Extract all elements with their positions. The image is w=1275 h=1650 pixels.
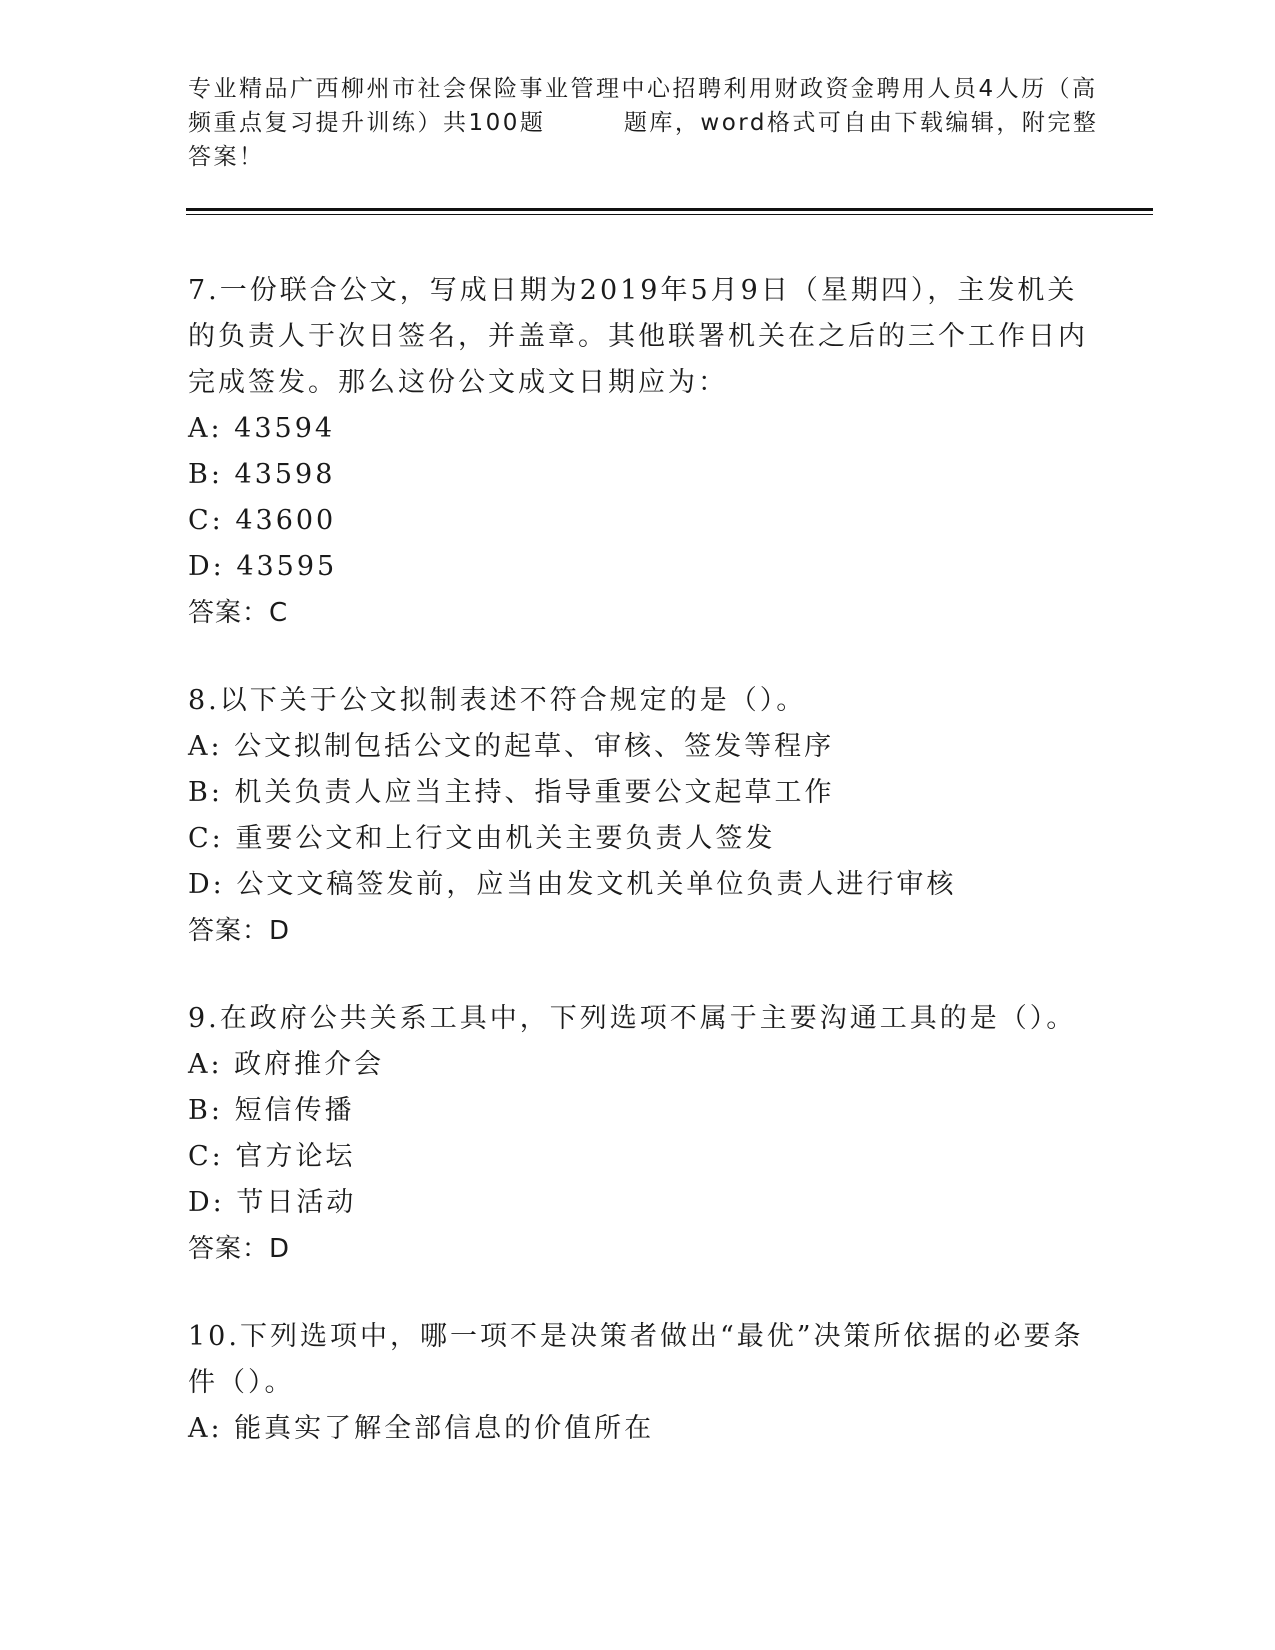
option-c: C: 官方论坛 xyxy=(188,1141,356,1172)
answer-line: 答案：D xyxy=(188,916,291,946)
header-line: 专业精品广西柳州市社会保险事业管理中心招聘利用财政资金聘用人员4人历（高 xyxy=(188,76,1098,102)
header-line: 答案！ xyxy=(188,144,265,170)
option-b: B: 短信传播 xyxy=(188,1095,355,1126)
header-line: 频重点复习提升训练）共100题 题库，word格式可自由下载编辑，附完整 xyxy=(188,110,1099,136)
question-9 xyxy=(188,996,1088,1272)
option-d: D: 节日活动 xyxy=(188,1187,357,1218)
option-d: D: 公文文稿签发前，应当由发文机关单位负责人进行审核 xyxy=(188,869,957,900)
header-divider-thick xyxy=(186,208,1153,211)
option-a: A: 能真实了解全部信息的价值所在 xyxy=(188,1413,655,1444)
option-a: A: 政府推介会 xyxy=(188,1049,385,1080)
option-b: B: 机关负责人应当主持、指导重要公文起草工作 xyxy=(188,777,835,808)
option-a: A: 43594 xyxy=(188,413,336,444)
option-c: C: 重要公文和上行文由机关主要负责人签发 xyxy=(188,823,776,854)
question-stem: 8.以下关于公文拟制表述不符合规定的是（）。 xyxy=(188,685,807,716)
document-header xyxy=(188,72,1099,174)
question-stem: 件（）。 xyxy=(188,1367,295,1398)
question-list xyxy=(188,268,1088,1494)
question-stem: 的负责人于次日签名，并盖章。其他联署机关在之后的三个工作日内 xyxy=(188,321,1088,352)
question-stem: 9.在政府公共关系工具中，下列选项不属于主要沟通工具的是（）。 xyxy=(188,1003,1077,1034)
option-b: B: 43598 xyxy=(188,459,336,490)
option-d: D: 43595 xyxy=(188,551,338,582)
question-8 xyxy=(188,678,1088,954)
answer-line: 答案：D xyxy=(188,1234,291,1264)
answer-line: 答案：C xyxy=(188,598,289,628)
header-divider-thin xyxy=(186,214,1153,215)
question-stem: 完成签发。那么这份公文成文日期应为： xyxy=(188,367,728,398)
option-c: C: 43600 xyxy=(188,505,337,536)
question-stem: 10.下列选项中，哪一项不是决策者做出“最优”决策所依据的必要条 xyxy=(188,1321,1084,1352)
option-a: A: 公文拟制包括公文的起草、审核、签发等程序 xyxy=(188,731,835,762)
question-10 xyxy=(188,1314,1088,1452)
question-7 xyxy=(188,268,1088,636)
question-stem: 7.一份联合公文，写成日期为2019年5月9日（星期四），主发机关 xyxy=(188,275,1078,306)
